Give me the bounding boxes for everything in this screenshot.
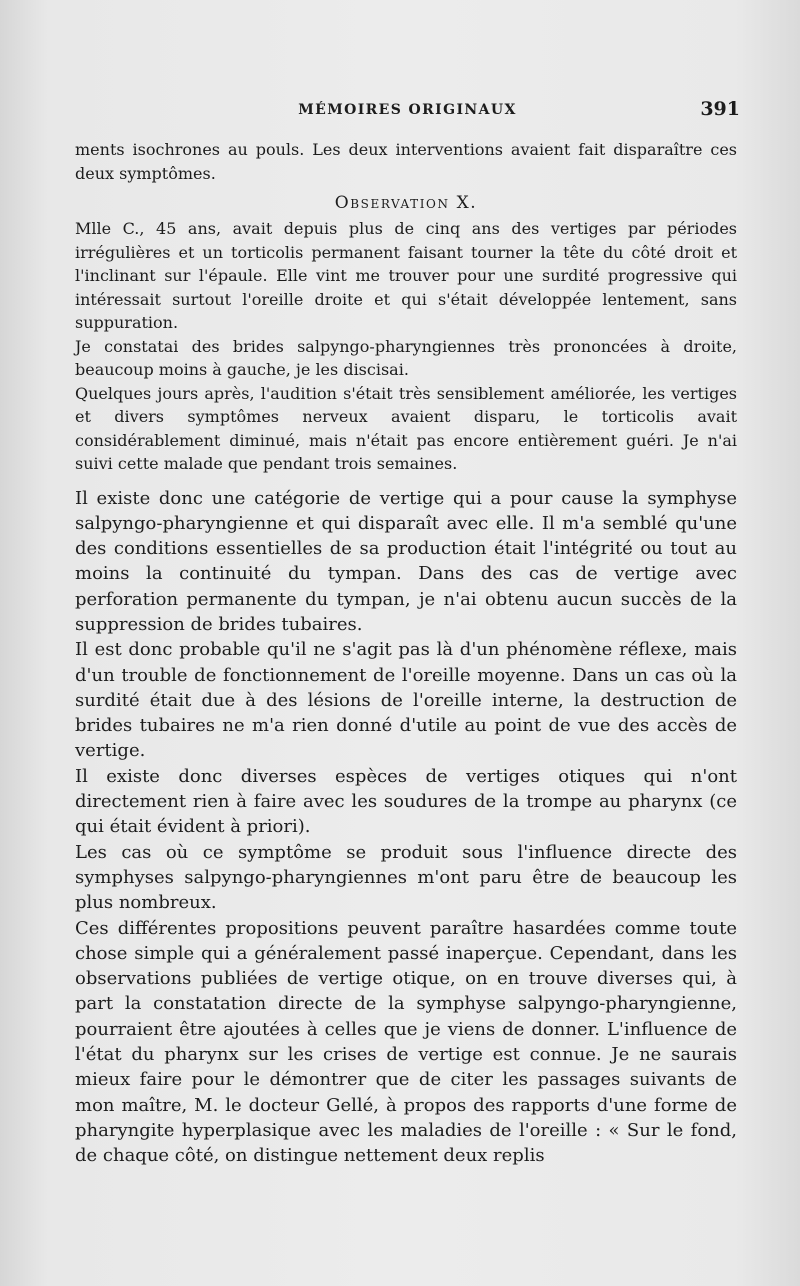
main-paragraph: Les cas où ce symptôme se produit sous l'influence directe des symphyses salpyngo-pharyngiennes m'ont paru être de beaucoup les plus nombreux. — [75, 841, 737, 914]
main-paragraph: Il existe donc une catégorie de vertige qui a pour cause la symphyse salpyngo-pharyngienne et qui disparaît avec elle. Il m'a semblé qu'une des conditions essentielles de sa production était l'intégrité ou tout au moins la continuité du tympan. Dans des cas de vertige avec perforation permanente du tympan, je n'ai obtenu aucun succès de la suppression de brides tubaires. — [75, 487, 737, 635]
running-header — [75, 98, 740, 126]
main-paragraph: Ces différentes propositions peuvent paraître hasardées comme toute chose simple qui a généralement passé inaperçue. Cependant, dans les observations publiées de vertige otique, on en trouve diverses qui, à part la constatation directe de la symphyse salpyngo-pharyngienne, pourraient être ajoutées à celles que je viens de donner. L'influence de l'état du pharynx sur les crises de vertige est connue. Je ne saurais mieux faire pour le démontrer que de citer les passages suivants de mon maître, M. le docteur Gellé, à propos des rapports d'une forme de pharyngite hyperplasique avec les maladies de l'oreille : « Sur le fond, de chaque côté, on distingue nettement deux replis — [75, 917, 737, 1167]
header-title: MÉMOIRES ORIGINAUX — [298, 102, 517, 118]
intro-paragraph: ments isochrones au pouls. Les deux interventions avaient fait disparaître ces deux symptômes. — [75, 140, 737, 183]
main-text-block — [75, 486, 737, 1169]
body-text — [75, 138, 737, 1169]
section-title: Observation X. — [334, 193, 478, 213]
observation-paragraph: Quelques jours après, l'audition s'était très sensiblement améliorée, les vertiges et divers symptômes nerveux avaient disparu, le torticolis avait considérablement diminué, mais n'était pas encore entièrement guéri. Je n'ai suivi cette malade que pendant trois semaines. — [75, 383, 737, 473]
observation-paragraph: Mlle C., 45 ans, avait depuis plus de cinq ans des vertiges par périodes irrégulières et un torticolis permanent faisant tourner la tête du côté droit et l'inclinant sur l'épaule. Elle vint me trouver pour une surdité progressive qui intéressait surtout l'oreille droite et qui s'était développée lentement, sans suppuration. — [75, 219, 737, 332]
main-paragraph: Il existe donc diverses espèces de vertiges otiques qui n'ont directement rien à faire avec les soudures de la trompe au pharynx (ce qui était évident à priori). — [75, 765, 737, 838]
page-number: 391 — [700, 98, 740, 120]
main-paragraph: Il est donc probable qu'il ne s'agit pas là d'un phénomène réflexe, mais d'un trouble de fonctionnement de l'oreille moyenne. Dans un cas où la surdité était due à des lésions de l'oreille interne, la destruction de brides tubaires ne m'a rien donné d'utile au point de vue des accès de vertige. — [75, 639, 737, 762]
observation-paragraph: Je constatai des brides salpyngo-pharyngiennes très prononcées à droite, beaucoup moins à gauche, je les discisai. — [75, 336, 737, 379]
observation-block — [75, 138, 737, 476]
